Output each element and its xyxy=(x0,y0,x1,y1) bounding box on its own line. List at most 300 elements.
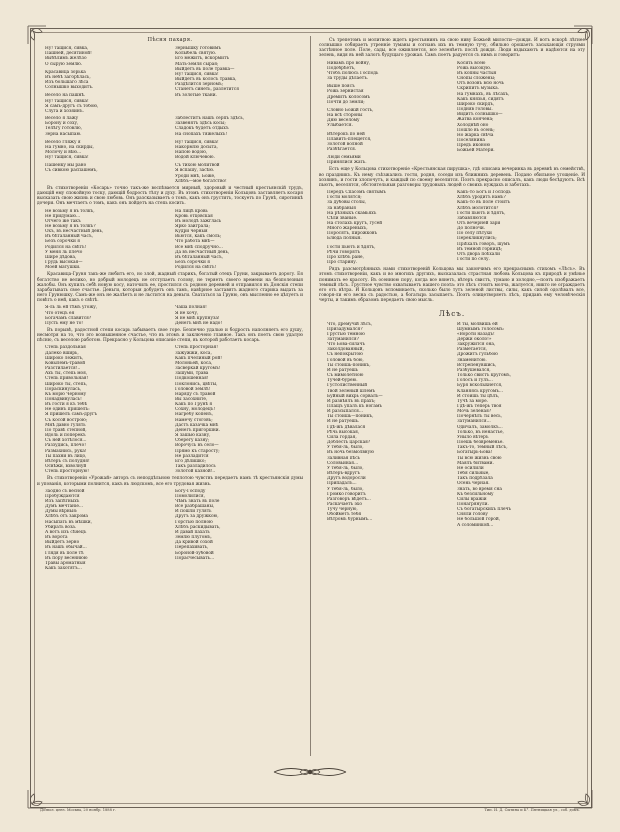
verse-line: Вьются, какъ смоль; xyxy=(175,234,222,240)
verse-line: Вѣтерокъ по ней xyxy=(327,131,365,137)
verse-line: Доблесть царская? xyxy=(327,440,371,446)
verse-line: Другъ за дружкою, xyxy=(175,514,219,520)
verse-line: Знаменитою. xyxy=(457,357,487,363)
verse-line: Выбѣлимъ желѣзо xyxy=(45,56,87,62)
verse-line: Богачамъ славится? xyxy=(45,315,92,321)
verse-line: Мнѣ давно гулять xyxy=(45,422,86,428)
verse-line: Къ безсильному xyxy=(457,491,494,497)
verse-line: Молоньей, коса, xyxy=(175,360,213,366)
verse-line: Разстилается!.. xyxy=(45,366,81,372)
verse-block xyxy=(37,116,303,184)
paragraph: Въ стихотвореніи «Косарь» точно такъ-же воспѣвается мирный, здоровый и честный крестьянскій трудъ, дающій ему спокойную тоску, дающій бодрость тѣлу и духу. Въ этомъ стихотвореніи Кольцовъ заставляетъ косаря высказать свою жизнь и свою любовь. Онъ разсказываетъ о томъ, какъ онъ груститъ, тоскуетъ по Грунѣ, сиротинкѣ дочери. Онъ мечтаетъ о томъ, какъ онъ пойдетъ на степь косить. xyxy=(37,185,303,207)
verse-line: Громко говоритъ xyxy=(327,491,366,497)
verse-line: Вдоль и поперекъ xyxy=(45,433,86,439)
verse-line: Съ богатырскихъ плечъ xyxy=(457,507,512,513)
verse-line: Прямо къ старосту; xyxy=(175,448,220,454)
verse-line: Что Бова-силачъ xyxy=(327,342,365,348)
verse-line: Намечу стоговъ; xyxy=(175,417,213,423)
verse-line: Тучей-бурею. xyxy=(327,378,358,384)
verse-line: Грустью темною xyxy=(327,331,365,337)
verse-line: Забавляются xyxy=(457,215,487,221)
verse-line: Маялъ битвами. xyxy=(457,460,494,466)
verse-line: Весело гляжу я xyxy=(45,139,81,145)
verse-line: Въ копны частыя xyxy=(457,70,497,76)
verse-col xyxy=(175,46,295,114)
verse-line: Не разладится xyxy=(175,453,209,459)
verse-line: На рѣзныхъ скамьяхъ xyxy=(327,210,377,216)
verse-line: Я-ль ль ей тѣмъ угожу, xyxy=(45,305,98,311)
verse-line: Сладокъ будетъ отдыхъ xyxy=(175,126,229,132)
corner-ornament-icon xyxy=(26,788,48,810)
verse-line: Безъ сорочки я xyxy=(175,260,210,266)
censor-note: Дозвол. ценз. Москва, 20 ноябр. 1888 г. xyxy=(40,808,117,812)
verse-line: За труды дѣлаетъ. xyxy=(327,76,369,82)
verse-line: Сила гордая, xyxy=(327,434,357,440)
verse-col xyxy=(175,209,295,271)
verse-line: Раскачаетъ эхо xyxy=(327,501,362,507)
verse-line: Подняв головы. xyxy=(457,107,493,113)
verse-col xyxy=(175,345,295,474)
verse-col xyxy=(45,46,165,114)
verse-line: Размахнись, рука! xyxy=(45,448,87,454)
verse-line: Богу-Господу xyxy=(175,488,206,494)
verse-line: Зашуми, трава xyxy=(175,371,209,377)
verse-line: За дубовы столы, xyxy=(327,200,367,206)
verse-line: Не придумаю... xyxy=(45,213,81,219)
verse-line: Изъ запѣтныхъ xyxy=(45,498,80,504)
verse-line: Борону и соху, xyxy=(45,121,79,127)
verse-line: Только, въ ненастье, xyxy=(457,429,504,435)
verse-line: Поешь безвременье. xyxy=(457,440,504,446)
verse-line: Плавитъ-плещется, xyxy=(327,136,372,142)
verse-line: Пошло въ осень; xyxy=(457,127,495,133)
verse-line: Заливная пѣсь xyxy=(327,455,360,461)
verse-line: Что отецъ ея xyxy=(45,310,75,316)
verse-line: Уныло вѣтеръ xyxy=(457,434,489,440)
verse-line: За набраныя xyxy=(327,205,356,211)
verse-line: Денегъ пригоршни. xyxy=(175,427,220,433)
verse-line: Ахъ ты, степь моя, xyxy=(45,371,88,377)
verse-line: Въ небѣ загорѣлась, xyxy=(45,74,91,80)
verse-line: Освѣжи, взволнуй xyxy=(45,464,87,470)
verse-line: Ты стоишь—поникъ, xyxy=(327,414,374,420)
verse-line: Ну! тащися, сивка! xyxy=(175,71,219,77)
verse-line: У тебя-ль, было, xyxy=(327,465,364,471)
paragraph: Въ стихотвореніи «Урожай» авторъ съ неподдѣльною теплотою чувствъ передаетъ намъ тѣ крестьянскія думы и упованія, которыми полнится, какъ въ людскомъ, все его трудовая жизнь. xyxy=(37,476,303,487)
verse-line: Подобрѣетъ, xyxy=(327,65,356,71)
verse-line: Заодно съ весной xyxy=(45,488,85,494)
verse-line: Золотой волной xyxy=(327,141,363,147)
verse-line: Степь привольная! xyxy=(45,376,89,382)
verse-line: Не возьму я въ толкъ? xyxy=(45,224,96,229)
verse-line: Съ мимолетною xyxy=(327,373,364,379)
verse-line: Держи около!» xyxy=(457,336,492,342)
verse-line: Богатырь-Бова! xyxy=(457,450,493,456)
verse-col xyxy=(45,116,165,184)
verse-line: Передъ Спасомъ святымъ xyxy=(327,190,386,196)
verse-line: Про старину. xyxy=(327,260,358,266)
verse-line: Но жарка свѣча xyxy=(457,132,494,138)
verse-line: Рожь зернистая xyxy=(327,89,364,95)
verse-line: Въ нашъ обычай... xyxy=(45,545,87,551)
verse-line: Съ сивкою распашемъ, xyxy=(45,168,98,174)
verse-line: Разбѣгается. xyxy=(327,146,357,152)
verse-line: Не осилили xyxy=(457,465,484,471)
verse-line: Сберегу казну; xyxy=(175,438,210,444)
verse-line: Съ тихою молитвой xyxy=(175,163,220,169)
verse-line: И развѣялъ въ прахъ; xyxy=(327,398,376,404)
verse-line: Одичалъ, замолкъ... xyxy=(457,424,503,430)
verse-line: Ворочусь въ село— xyxy=(175,443,219,449)
verse-line: Въ золотые ткани. xyxy=(175,92,217,98)
verse-line: Только свистъ кругомъ, xyxy=(457,373,511,379)
verse-line: Головой землѣ! xyxy=(175,386,211,392)
column-divider xyxy=(310,36,311,756)
verse-line: Ты пахни въ лицо, xyxy=(45,453,87,459)
verse-line: Наряду съ травой xyxy=(175,391,216,397)
tailpiece-ornament-icon xyxy=(270,763,350,781)
verse-line: Разметается, xyxy=(457,347,488,353)
verse-col xyxy=(327,322,447,528)
verse-line: Гости пьютъ и ѣдятъ, xyxy=(327,244,376,250)
verse-line: Гдѣ-жъ дѣвалася xyxy=(327,424,366,430)
verse-line: Ты всю жизнь свою xyxy=(457,455,502,461)
verse-line: Твой зеленый шлемъ xyxy=(327,388,376,394)
verse-line: Шире дѣдова, xyxy=(45,254,77,260)
verse-line: Водой ключевою. xyxy=(175,155,215,161)
verse-line: Обойметъ тебя xyxy=(327,512,362,518)
verse-line: Голосъ и гулъ... xyxy=(457,378,493,384)
verse-line: Сохну, молодецъ! xyxy=(175,407,216,413)
verse-line: Зажужжи, коса, xyxy=(175,350,212,356)
verse-line: Уроди мнѣ, Боже, xyxy=(175,173,216,179)
verse-line: Какъ князья, сидятъ xyxy=(457,96,504,102)
verse-line: Моей матушки. xyxy=(45,265,81,271)
verse-line: Дню веселому xyxy=(327,118,360,124)
verse-line: Дремитъ колосомъ xyxy=(327,94,371,100)
paragraph: Красавица-Груня такъ-же любитъ его, но злой, жадный старикъ, богатый отецъ Груни, закрываетъ дорогу. Ея богатство не велико, но добрый молодецъ не отступаетъ голову, не теряетъ своего времени на безполезныя жалобы. Онъ купилъ себѣ новую косу, наточилъ ее, простился съ родною деревней и отправился въ Донскія степи зарабатывать свое счастье. Деньги, которыя добудетъ онъ тамъ, навѣрное заставятъ жадного старика выдать за него Грунюшку. Самъ-же онъ не жалѣетъ и не льстится на деньги. Свататься за Груню, онъ мысленно ее цѣлуетъ и повѣтъ о ней, какъ о свѣтѣ. xyxy=(37,272,303,304)
verse-block xyxy=(319,322,585,528)
verse-line: Землю плугомъ, xyxy=(175,535,212,541)
corner-ornament-icon xyxy=(572,788,594,810)
verse-line: Вѣтеръ-вдругъ xyxy=(327,471,360,477)
verse-line: Широко скирдъ, xyxy=(457,101,495,107)
verse-line: Шумнымъ голосомъ: xyxy=(457,326,505,332)
verse-line: И разсыпался... xyxy=(327,409,363,415)
verse-line: На всѣ стороны xyxy=(327,113,363,119)
verse-line: Хлѣбъ раскидывать, xyxy=(175,524,221,530)
verse-line: Ну! тащися, сивка! xyxy=(45,98,89,104)
verse-line: Рожь высокую. xyxy=(457,65,492,71)
verse-line: Убирать воза. xyxy=(45,524,77,530)
verse-line: Въ молодѣ зажглась xyxy=(175,218,222,224)
verse-line: Къ морю Черному xyxy=(45,391,87,397)
verse-line: Жатва кончена; xyxy=(457,117,494,123)
verse-line: Буйный вихрь сорвалъ— xyxy=(327,393,383,399)
paragraph: Есть еще у Кольцова стихотвореніе «Крестьянская пирушка», гдѣ описана вечеринка въ деревнѣ въ семействѣ, во праздникъ. Къ нему съѣзжались гости, родня, соседи изъ ближнихъ деревень. Подано обильное угощеніе. И хозяинъ, и гости хлопочутъ, и каждый по своему веселится. Поэтъ прекрасно описалъ, какъ люди бесѣдуютъ. Всѣ пьютъ, веселятся, обстоятельныя разговоры трудовыхъ людей о своихъ нуждахъ и заботахъ. xyxy=(319,167,585,188)
verse-line: Вы засохните, xyxy=(175,397,208,402)
verse-line: Отъ двора поѣхали xyxy=(457,251,500,257)
verse-line: Степь раздольная xyxy=(45,345,86,351)
verse-line: Тучу черную, xyxy=(327,507,358,513)
verse-line: Много жареныхъ, xyxy=(327,226,368,232)
paragraph: Въ порывѣ, радостной степи косарь забываетъ свое горе. Безпечно удалью и бодрость наполняетъ его душу, несмотря на то, что это возвышенное счастье, что въ этомъ и заключено главное. Такъ онъ поетъ свою удалую пѣсню, съ веселою работою. Прекрасно у Кольцова описаніе степи, въ которой работаетъ косарь. xyxy=(37,327,303,344)
verse-line: Широко лежитъ, xyxy=(45,355,84,361)
verse-line: Нивамъ про войну, xyxy=(327,60,371,66)
verse-line: Весело я лажу xyxy=(45,116,79,122)
verse-line: Тучѣ за море. xyxy=(457,398,489,404)
verse-line: Что работа мнѣ— xyxy=(175,239,215,245)
verse-line: Выйдетъ зерно xyxy=(45,540,80,546)
verse-line: Поселянина xyxy=(457,137,485,143)
right-column xyxy=(319,36,585,530)
verse-line: Помолилися, xyxy=(175,493,205,499)
verse-line: Раззудись, плечо! xyxy=(45,443,86,449)
verse-line: Кровь отцовская xyxy=(175,213,213,219)
verse-line: Не одинъ пришелъ: xyxy=(45,407,90,413)
verse-line: Весело на пашнѣ. xyxy=(45,93,86,99)
verse-line: У тебя-ль, было, xyxy=(327,486,364,492)
verse-line: Не большой горой, xyxy=(457,517,501,523)
verse-line: Зерна насыпаю. xyxy=(45,131,82,137)
verse-line: Бороной-зубовой xyxy=(175,550,214,556)
verse-line: Ковылемъ-травой xyxy=(45,360,86,366)
verse-line: Заколдованный, xyxy=(327,347,364,353)
verse-line: Я зашью казну, xyxy=(175,433,211,439)
verse-line: Снопы сложены; xyxy=(457,76,496,82)
verse-line: Гости по селу. xyxy=(457,257,490,263)
verse-line: Какъ пчелиный рой! xyxy=(175,355,222,361)
verse-block xyxy=(37,489,303,572)
verse-line: Денегъ мнѣ не надо! xyxy=(175,320,223,326)
verse-line: Телѣгу готовлю, xyxy=(45,126,82,132)
verse-line: Перепахивать, xyxy=(175,545,209,551)
verse-line: Пашней, десятиной! xyxy=(45,51,92,57)
verse-line: Выйдетъ въ колосъ травка, xyxy=(175,77,237,83)
verse-col xyxy=(457,322,577,528)
verse-line: Родился на свѣтъ! xyxy=(175,265,217,271)
verse-line: Предъ иконою xyxy=(457,143,491,149)
verse-line: Чтобъ полюсь Господь xyxy=(327,70,379,76)
verse-block xyxy=(37,305,303,326)
verse-line: Накормлю досыта, xyxy=(175,144,218,150)
verse-line: Травы ароматныя xyxy=(45,560,86,566)
verse-line: Головой въ бою, xyxy=(327,357,364,363)
verse-line: Закружится она, xyxy=(457,342,496,348)
printer-note: Тип. И. Д. Сытина и К°. Пятницкая ул., соб. домъ. xyxy=(484,808,580,812)
verse-line: На столахъ кругъ, гусей xyxy=(327,221,383,226)
verse-line: Заблеститъ нашъ серпъ здѣсь, xyxy=(175,116,245,122)
verse-line: Почернѣлъ ты весь, xyxy=(457,414,502,420)
verse-line: Какъ-то Богъ и Господь xyxy=(457,190,511,196)
verse-line: Широко ты, степь, xyxy=(45,381,88,387)
verse-col xyxy=(45,345,165,474)
verse-line: Сняли голову xyxy=(457,512,488,518)
paragraph: Съ трепетомъ и молитвою ждетъ крестьянинъ на свою ниву Божьей милости—дождя. И вотъ вскорѣ лѣтнее солнышко собираетъ утренніе туманы и согнавъ ихъ въ темную тучу, обильно орошаетъ засыхающія струями застѣнное поле. Поле, сады, все оживляется, все зеленѣетъ послѣ дождя. Люди вздыхаютъ и надѣются на эту зелень, видя въ ней залогъ будущаго урожая. Самъ поетъ радуется съ нимъ и говоритъ: xyxy=(319,38,585,59)
verse-line: Такъ-то, темный лѣсъ, xyxy=(457,445,508,451)
verse-line: Я не мнѣ крупнуза! xyxy=(175,315,220,321)
verse-line: Слуга и хозяинъ. xyxy=(45,108,84,114)
verse-line: И не ратуешь. xyxy=(327,419,360,425)
verse-line: Встрепенувшись, xyxy=(457,362,497,368)
verse-line: Хлѣбъ отъ закрома xyxy=(45,514,88,520)
verse-line: И ты, молвишь ей xyxy=(457,321,498,327)
verse-col xyxy=(175,116,295,184)
verse-line: Порасчесывать... xyxy=(175,555,215,561)
verse-line: Мать-земля сырая; xyxy=(175,61,219,67)
verse-line: Дастъ казачка мнѣ xyxy=(175,422,219,428)
verse-line: Знать, во время сна xyxy=(457,486,502,492)
verse-line: Хлѣбъ молотится? xyxy=(457,205,499,211)
verse-line: Осень черная. xyxy=(457,481,490,487)
verse-line: Люди семьями xyxy=(327,155,361,161)
verse-line: Съ непокрытою xyxy=(327,352,363,358)
verse-line: По селу пѣтухи xyxy=(457,231,492,237)
verse-line: Тебя сильные, xyxy=(457,471,490,477)
verse-line: Вѣтеръ съ полудня! xyxy=(45,458,90,464)
verse-line: Блюда полныя. xyxy=(327,236,362,242)
verse-line: Красавица зорька xyxy=(45,69,86,75)
verse-line: Зазвенятъ здѣсь косы; xyxy=(175,121,226,127)
verse-line: Изъ большаго лѣса xyxy=(45,80,89,86)
verse-line: Станетъ синеть, разлетится xyxy=(175,87,239,93)
verse-line: Ну! тащися, сивка! xyxy=(175,139,219,145)
verse-line: Затуманился... xyxy=(457,419,491,425)
verse-line: Принялися жать. xyxy=(327,160,367,166)
verse-col xyxy=(175,489,295,572)
verse-line: Понадвинулась! xyxy=(45,397,82,402)
verse-line: Какъ-то въ поле стоитъ xyxy=(457,200,511,206)
verse-line: Степь просторная! xyxy=(175,345,218,351)
verse-line: Его межитъ, вскормитъ xyxy=(175,56,230,62)
verse-line: Я вспашу, засѣю. xyxy=(175,168,215,174)
verse-line: Дрожитъ гульбою xyxy=(457,352,498,358)
verse-line: Косить всею xyxy=(457,60,486,66)
verse-line: Все разбрашаны, xyxy=(175,504,215,510)
verse-line: Солнышко выходитъ. xyxy=(45,85,94,91)
verse-line: Какъ по Грунѣ я xyxy=(175,402,213,408)
verse-line: Далеко вширь, xyxy=(45,350,79,356)
verse-line: Да кривой сохой xyxy=(175,540,213,546)
verse-line: Буря всколыхнется, xyxy=(457,383,503,389)
verse-line: Въ бѣталанный часъ, xyxy=(175,254,223,260)
verse-line: Родился на свѣтъ! xyxy=(45,244,87,250)
verse-line: Я пришелъ самъ-другъ xyxy=(45,412,98,418)
verse-line: Кланяясь кругомъ... xyxy=(457,388,503,394)
verse-col xyxy=(457,190,577,265)
verse-line: Ты стоишь-поникъ, xyxy=(327,362,371,368)
verse-line: И пошли гулять xyxy=(175,509,212,515)
verse-col xyxy=(457,61,577,166)
poem-title: Лѣсъ. xyxy=(438,309,466,319)
verse-line: Силы вражіи xyxy=(457,496,487,502)
verse-line: Сѣли званые. xyxy=(327,215,358,221)
verse-line: Напою водою, xyxy=(175,149,208,155)
verse-line: Понагрянули. xyxy=(457,501,489,507)
verse-line: Пораскинулась, xyxy=(45,386,82,392)
verse-line: Ярко заиграла; xyxy=(175,224,210,229)
verse-block xyxy=(319,190,585,265)
verse-line: Разбушевался, xyxy=(457,367,491,373)
verse-line: На гумно, на скирды, xyxy=(45,144,94,150)
left-column xyxy=(37,36,303,573)
verse-line: Вѣтромъ бурнымъ... xyxy=(327,517,373,523)
verse-line: Въ бѣталанный часъ, xyxy=(45,234,93,240)
verse-line: Поклонись, цвѣты, xyxy=(175,381,218,387)
verse-line: Скрипитъ музыка. xyxy=(457,86,500,92)
verse-line: Золотой казной!.. xyxy=(175,469,216,475)
verse-line: По травѣ степной, xyxy=(45,427,87,433)
verse-line: Съ косой вострою; xyxy=(45,417,88,423)
verse-line: Въ ночь безмолвную xyxy=(327,450,374,456)
verse-line: Въ гости я къ тебѣ xyxy=(45,402,88,408)
verse-line: На лицѣ кровь xyxy=(175,208,208,214)
verse-line: Мочь зеленая? xyxy=(457,409,492,415)
verse-line: Раздѣлится зерномъ; xyxy=(175,82,224,88)
verse-col xyxy=(45,209,165,271)
verse-line: Все мнѣ сподручно... xyxy=(175,244,223,250)
verse-line: Перекликнулись; xyxy=(457,236,497,242)
verse-line: Отъ вечерней зари xyxy=(457,221,501,226)
verse-col xyxy=(175,305,295,326)
verse-line: Какъ захотятъ... xyxy=(45,566,82,571)
verse-line: И не ратуешь xyxy=(327,367,358,373)
verse-line: Глядя въ поле тѣ xyxy=(45,550,84,556)
verse-line: Хлѣбъ уродитъ намъ? xyxy=(457,195,506,201)
verse-line: Почти до земли; xyxy=(327,99,365,105)
verse-line: Пусть ему не то! xyxy=(45,320,84,326)
verse-line: Видитъ солнышко— xyxy=(457,112,503,118)
verse-line: О сырую землю. xyxy=(45,61,83,67)
verse-line: Я не хочу, xyxy=(175,310,199,316)
verse-line: Рѣчь высокая, xyxy=(327,429,360,435)
verse-line: Я самъ-другъ съ тобою, xyxy=(45,103,99,109)
verse-block xyxy=(37,345,303,474)
verse-line: Выше поясъ xyxy=(327,84,355,90)
verse-line: Нагребу копенъ, xyxy=(175,412,213,418)
verse-line: На снопахъ тяжелыхъ! xyxy=(175,131,228,137)
verse-line: Словно Божій гость, xyxy=(327,107,374,113)
verse-line: Кудри черныя xyxy=(175,229,208,235)
verse-line: Зернышку готовимъ xyxy=(175,46,221,52)
verse-line: Отъ возовъ всю ночь xyxy=(457,81,505,87)
verse-line: Горстью полною xyxy=(175,519,213,525)
verse-col xyxy=(327,190,447,265)
verse-line: У тебя-ль, было, xyxy=(327,445,364,451)
verse-line: Ну! тащися, сивка, xyxy=(45,46,89,52)
verse-line: Соловьиная... xyxy=(327,460,359,466)
verse-line: Ну! тащися, сивка! xyxy=(45,155,89,161)
verse-line: Божьей Матери. xyxy=(457,148,495,154)
verse-line: Грудь высокая— xyxy=(45,260,83,266)
verse-line: Холоднѣй оно xyxy=(457,122,489,128)
verse-line: Хлѣбъ—мое богатство! xyxy=(175,178,227,184)
verse-line: Плащъ упалъ къ ногамъ xyxy=(327,404,383,409)
verse-line: Въ пору весеннюю xyxy=(45,555,88,561)
verse-line: Чѣмъ знать въ поле xyxy=(175,498,220,504)
verse-line: Призадумался? xyxy=(327,326,363,332)
verse-line: Въ темной горницѣ; xyxy=(457,246,503,252)
verse-line: Что, дремучій лѣсъ, xyxy=(327,321,373,327)
verse-line: Поросятъ, пирожковъ xyxy=(327,231,378,237)
verse-line: Затуманился? xyxy=(327,336,359,342)
verse-line: Такъ подрѣзала xyxy=(457,476,493,482)
verse-line: Подкошенная! xyxy=(175,376,209,382)
verse-line: Засверкай кругомъ! xyxy=(175,366,221,372)
verse-line: Другъ водоросли xyxy=(327,476,366,482)
verse-line: До полночи. xyxy=(457,226,486,232)
verse-line: Пробуждаются xyxy=(45,493,80,499)
